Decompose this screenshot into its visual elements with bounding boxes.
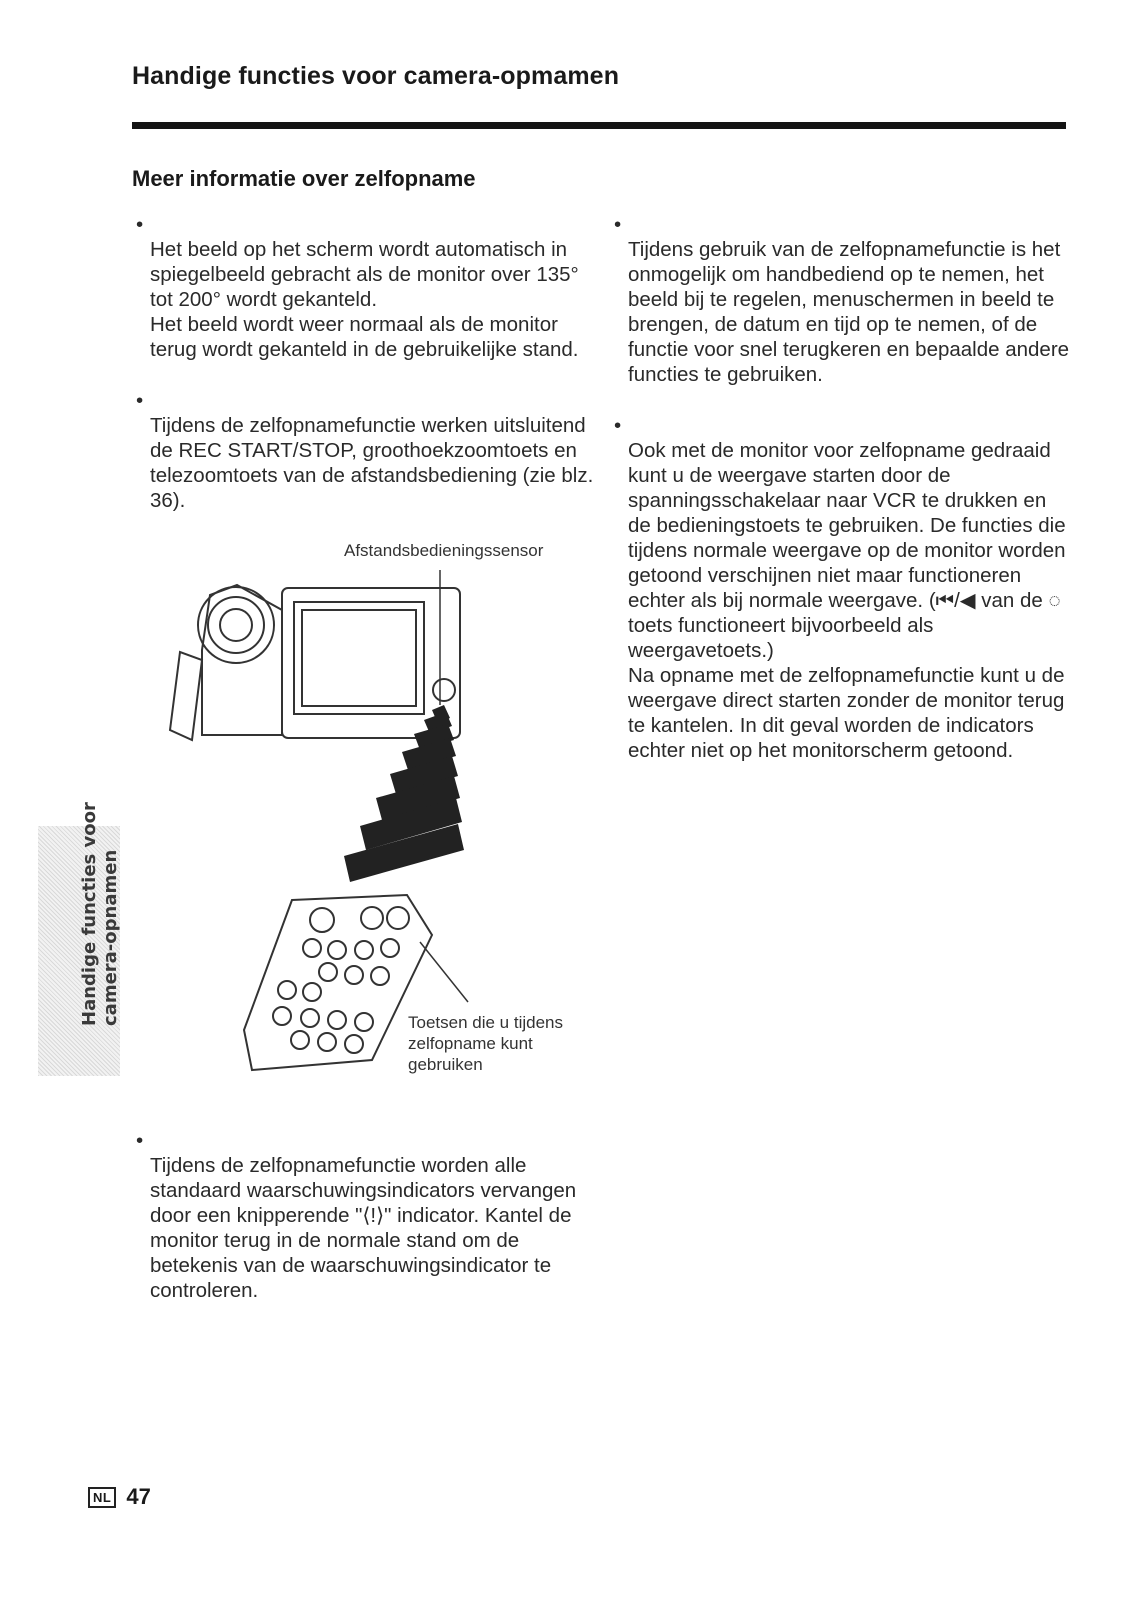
left-bullet-3-text: • Tijdens de zelfopnamefunctie worden alle standaard waarschuwingsindicators vervangen door een knipperende "⟨!⟩" indicator. Kantel de monitor terug in de normale stand om de betekenis van de waarschuwingsindicator te controleren.: [150, 1154, 577, 1302]
right-column: [610, 212, 1070, 789]
page-header-title: Handige functies voor camera-opmamen: [132, 62, 620, 90]
camcorder-icon: [170, 570, 460, 740]
right-bullet-1-text: • Tijdens gebruik van de zelfopnamefunctie is het onmogelijk om handbediend op te nemen, het beeld bij te regelen, menuschermen in beeld te brengen, de datum en tijd op te nemen, of de functie voor snel terugkeren en bepaalde andere functies te gebruiken.: [628, 238, 1070, 386]
right-bullet-2-para-1: • Ook met de monitor voor zelfopname gedraaid kunt u de weergave starten door de spanningsschakelaar naar VCR te drukken en de bedieningstoets te gebruiken. De functies die tijdens normale weergave op de monitor worden getoond verschijnen niet maar functioneren echter als bij normale weergave. (⏮/◀ van de ◌ toets functioneert bijvoorbeeld als weergavetoets.): [628, 439, 1066, 662]
page-footer: [88, 1484, 151, 1510]
page-number: 47: [126, 1484, 151, 1509]
left-bullet-1: [132, 212, 602, 362]
right-bullet-2-para-2: Na opname met de zelfopnamefunctie kunt u de weergave direct starten zonder de monitor terug te kantelen. In dit geval worden de indicators echter niet op het monitorscherm getoond.: [628, 664, 1065, 762]
self-recording-figure: [132, 540, 602, 1110]
keys-label: Toetsen die u tijdens zelfopname kunt gebruiken: [408, 1013, 563, 1074]
left-bullet-1-para-2: Het beeld wordt weer normaal als de monitor terug wordt gekanteld in de gebruikelijke stand.: [150, 313, 579, 361]
section-title: Meer informatie over zelfopname: [132, 166, 476, 191]
right-bullet-1: [610, 212, 1070, 387]
left-bullet-2-text: • Tijdens de zelfopnamefunctie werken uitsluitend de REC START/STOP, groothoekzoomtoets en telezoomtoets van de afstandsbediening (zie blz. 36).: [150, 414, 594, 512]
left-column-bottom: [132, 1128, 602, 1329]
left-bullet-1-para-1: • Het beeld op het scherm wordt automatisch in spiegelbeeld gebracht als de monitor over 135° tot 200° wordt gekanteld.: [150, 238, 579, 311]
right-bullet-2: [610, 413, 1070, 763]
left-bullet-2: [132, 388, 602, 513]
signal-beam-icon: [344, 705, 464, 882]
left-bullet-3: [132, 1128, 602, 1303]
header-rule: [132, 122, 1066, 129]
left-column: [132, 212, 602, 539]
side-chapter-tab: Handige functies voor camera-opnamen: [38, 826, 120, 1076]
language-badge: NL: [88, 1487, 116, 1508]
sensor-label: Afstandsbedieningssensor: [344, 541, 544, 560]
